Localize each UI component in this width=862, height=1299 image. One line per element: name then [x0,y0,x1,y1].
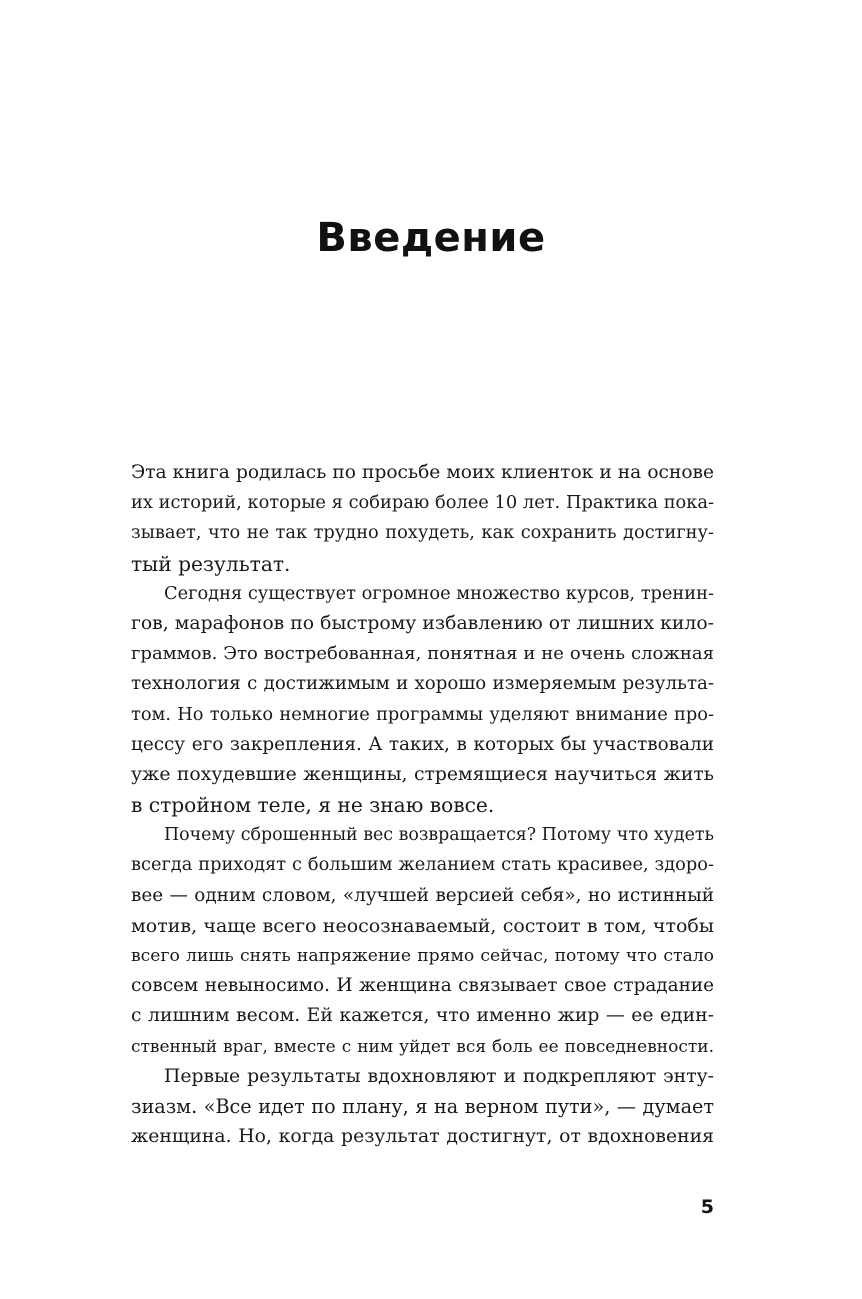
text-line: зывает, что не так трудно похудеть, как сохранить достигну- [131,522,714,544]
text-line: ственный враг, вместе с ним уйдет вся боль ее повседневности. [131,1036,714,1057]
page-number: 5 [700,1196,714,1218]
paragraph [131,820,714,1062]
chapter-title: Введение [316,215,546,261]
text-line: Эта книга родилась по просьбе моих клиенток и на основе [131,462,714,483]
paragraph [131,1062,714,1153]
paragraph [131,458,714,579]
text-line: совсем невыносимо. И женщина связывает свое страдание [131,975,714,997]
text-line: всего лишь снять напряжение прямо сейчас, потому что стало [131,946,714,966]
text-line: том. Но только немногие программы уделяют внимание про- [131,703,714,725]
text-line: Сегодня существует огромное множество курсов, тренин- [164,582,714,604]
text-line: их историй, которые я собираю более 10 лет. Практика пока- [131,492,714,514]
text-line: мотив, чаще всего неосознаваемый, состоит в том, чтобы [131,914,714,937]
body-text [131,458,714,1152]
text-line: всегда приходят с большим желанием стать красивее, здоро- [131,854,714,876]
text-line: Первые результаты вдохновляют и подкрепляют энту- [164,1065,714,1087]
text-line: тый результат. [131,551,291,576]
text-line: цессу его закрепления. А таких, в которых бы участвовали [131,733,714,755]
text-line: зиазм. «Все идет по плану, я на верном пути», — думает [131,1094,714,1118]
text-line: в стройном теле, я не знаю вовсе. [131,793,495,818]
text-line: Почему сброшенный вес возвращается? Потому что худеть [164,825,714,846]
text-line: гов, марафонов по быстрому избавлению от лишних кило- [131,612,714,634]
paragraph [131,579,714,821]
text-line: технология с достижимым и хорошо измеряемым результа- [131,673,714,695]
text-line: с лишним весом. Ей кажется, что именно жир — ее един- [131,1005,714,1027]
text-line: женщина. Но, когда результат достигнут, от вдохновения [131,1126,714,1148]
text-line: вее — одним словом, «лучшей версией себя», но истинный [131,884,714,906]
text-line: граммов. Это востребованная, понятная и не очень сложная [131,643,714,665]
text-line: уже похудевшие женщины, стремящиеся научиться жить [131,763,714,785]
